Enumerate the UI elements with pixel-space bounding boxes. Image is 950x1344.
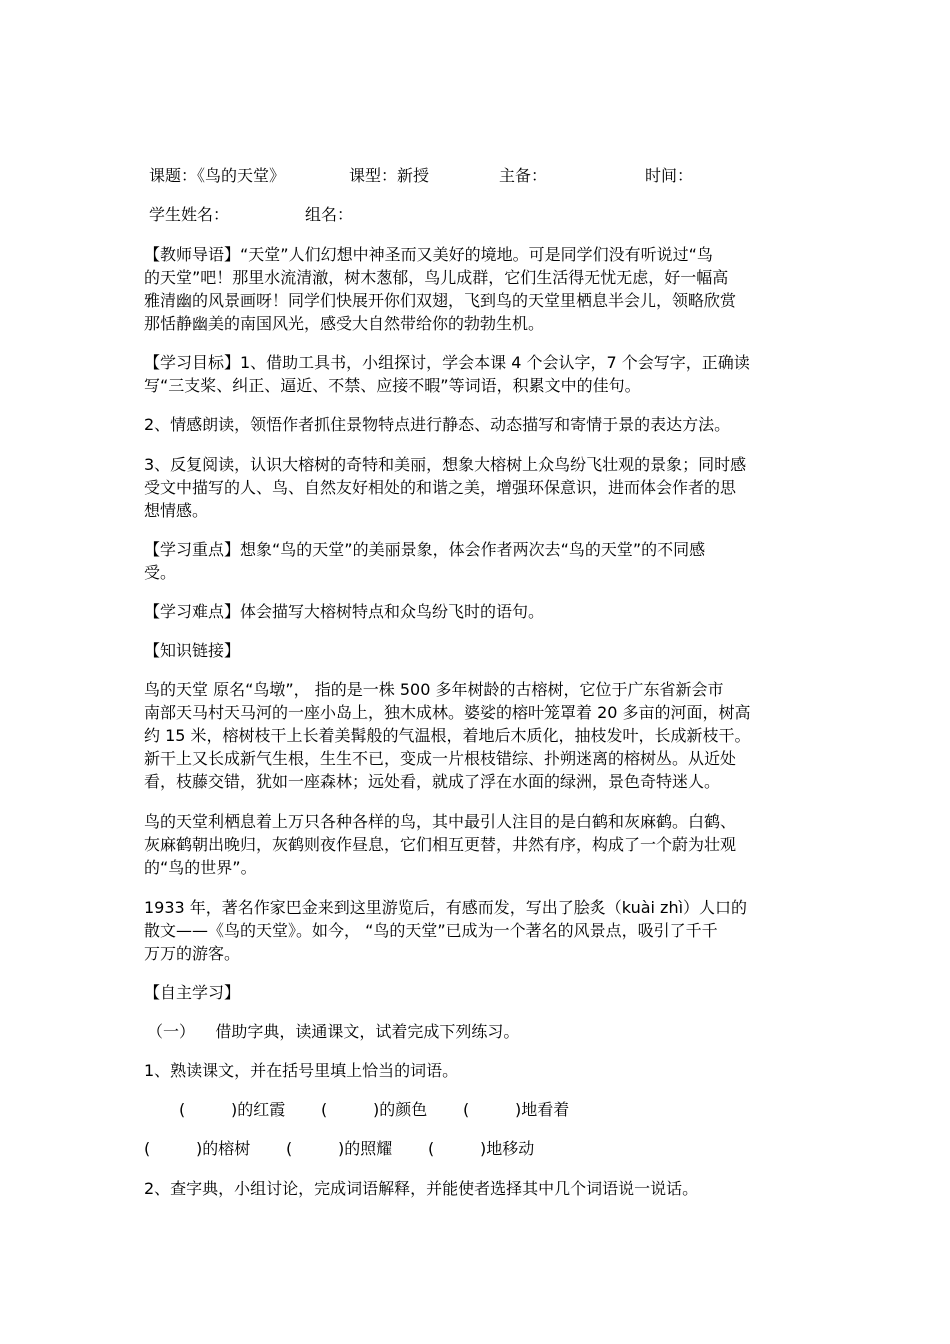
fill-blank: ( )的照耀 — [286, 1139, 393, 1158]
text-line: 【教师导语】“天堂”人们幻想中神圣而又美好的境地。可是同学们没有听说过“鸟 — [144, 245, 713, 264]
text-line: 的“鸟的世界”。 — [144, 858, 257, 877]
text-line: 鸟的天堂 原名“鸟墩”， 指的是一株 500 多年树龄的古榕树，它位于广东省新会市 — [144, 680, 724, 699]
text-line: 雅清幽的风景画呀！同学们快展开你们双翅，飞到鸟的天堂里栖息半会儿，领略欣赏 — [144, 291, 737, 310]
group-label: 组名： — [305, 205, 354, 224]
knowledge-paragraph-1 — [144, 678, 809, 793]
question-1: 1、熟读课文，并在括号里填上恰当的词语。 — [144, 1061, 459, 1080]
text-line: 受。 — [144, 563, 177, 582]
text-line: 那恬静幽美的南国风光，感受大自然带给你的勃勃生机。 — [144, 314, 545, 333]
text-line: 看，枝藤交错，犹如一座森林；远处看，就成了浮在水面的绿洲，景色奇特迷人。 — [144, 772, 721, 791]
text-line: 【学习目标】1、借助工具书，小组探讨，学会本课 4 个会认字，7 个会写字，正确读 — [144, 353, 750, 372]
text-line: 写“三支桨、纠正、逼近、不禁、应接不暇”等词语，积累文中的佳句。 — [144, 376, 641, 395]
goal-3-paragraph — [144, 453, 809, 522]
knowledge-paragraph-2 — [144, 810, 809, 879]
text-line: 1933 年，著名作家巴金来到这里游览后，有感而发，写出了脍炙（kuài zhì）人口的 — [144, 898, 748, 917]
lesson-type-label: 课型：新授 — [349, 166, 430, 185]
fill-blank: ( )地移动 — [428, 1139, 535, 1158]
text-line: 3、反复阅读，认识大榕树的奇特和美丽，想象大榕树上众鸟纷飞壮观的景象；同时感 — [144, 455, 747, 474]
text-line: 鸟的天堂利栖息着上万只各种各样的鸟，其中最引人注目的是白鹤和灰麻鹤。白鹤、 — [144, 812, 737, 831]
topic-label: 课题：《鸟的天堂》 — [149, 166, 286, 185]
student-name-label: 学生姓名： — [149, 205, 230, 224]
text-line: 散文——《鸟的天堂》。如今， “鸟的天堂”已成为一个著名的风景点，吸引了千千 — [144, 921, 718, 940]
fill-blank: ( )的颜色 — [321, 1100, 428, 1119]
fill-blank: ( )地看着 — [463, 1100, 570, 1119]
self-study-title: 【自主学习】 — [144, 983, 241, 1002]
time-label: 时间： — [645, 166, 694, 185]
text-line: 万万的游客。 — [144, 944, 241, 963]
part-1-heading: （一） 借助字典，读通课文，试着完成下列练习。 — [147, 1022, 520, 1041]
difficulty-line: 【学习难点】体会描写大榕树特点和众鸟纷飞时的语句。 — [144, 602, 545, 621]
text-line: 新干上又长成新气生根，生生不已，变成一片根枝错综、扑朔迷离的榕树丛。从近处 — [144, 749, 737, 768]
learning-goals-paragraph — [144, 351, 809, 397]
text-line: 【学习重点】想象“鸟的天堂”的美丽景象，体会作者两次去“鸟的天堂”的不同感 — [144, 540, 706, 559]
text-line: 灰麻鹤朝出晚归，灰鹤则夜作昼息，它们相互更替，井然有序，构成了一个蔚为壮观 — [144, 835, 737, 854]
knowledge-title: 【知识链接】 — [144, 641, 241, 660]
text-line: 的天堂”吧！那里水流清澈，树木葱郁，鸟儿成群，它们生活得无忧无虑，好一幅高 — [144, 268, 729, 287]
fill-blank: ( )的红霞 — [179, 1100, 286, 1119]
text-line: 南部天马村天马河的一座小岛上，独木成林。婆娑的榕叶笼罩着 20 多亩的河面，树高 — [144, 703, 751, 722]
knowledge-paragraph-3 — [144, 896, 809, 965]
teacher-intro-paragraph — [144, 243, 809, 335]
text-line: 受文中描写的人、鸟、自然友好相处的和谐之美，增强环保意识，进而体会作者的思 — [144, 478, 737, 497]
text-line: 约 15 米，榕树枝干上长着美髯般的气温根，着地后木质化，抽枝发叶，长成新枝干。 — [144, 726, 751, 745]
text-line: 想情感。 — [144, 501, 209, 520]
goal-2: 2、情感朗读，领悟作者抓住景物特点进行静态、动态描写和寄情于景的表达方法。 — [144, 415, 731, 434]
key-point-paragraph — [144, 538, 809, 584]
question-2: 2、查字典，小组讨论，完成词语解释，并能使者选择其中几个词语说一说话。 — [144, 1179, 699, 1198]
preparer-label: 主备： — [499, 166, 548, 185]
fill-blank: ( )的榕树 — [144, 1139, 251, 1158]
